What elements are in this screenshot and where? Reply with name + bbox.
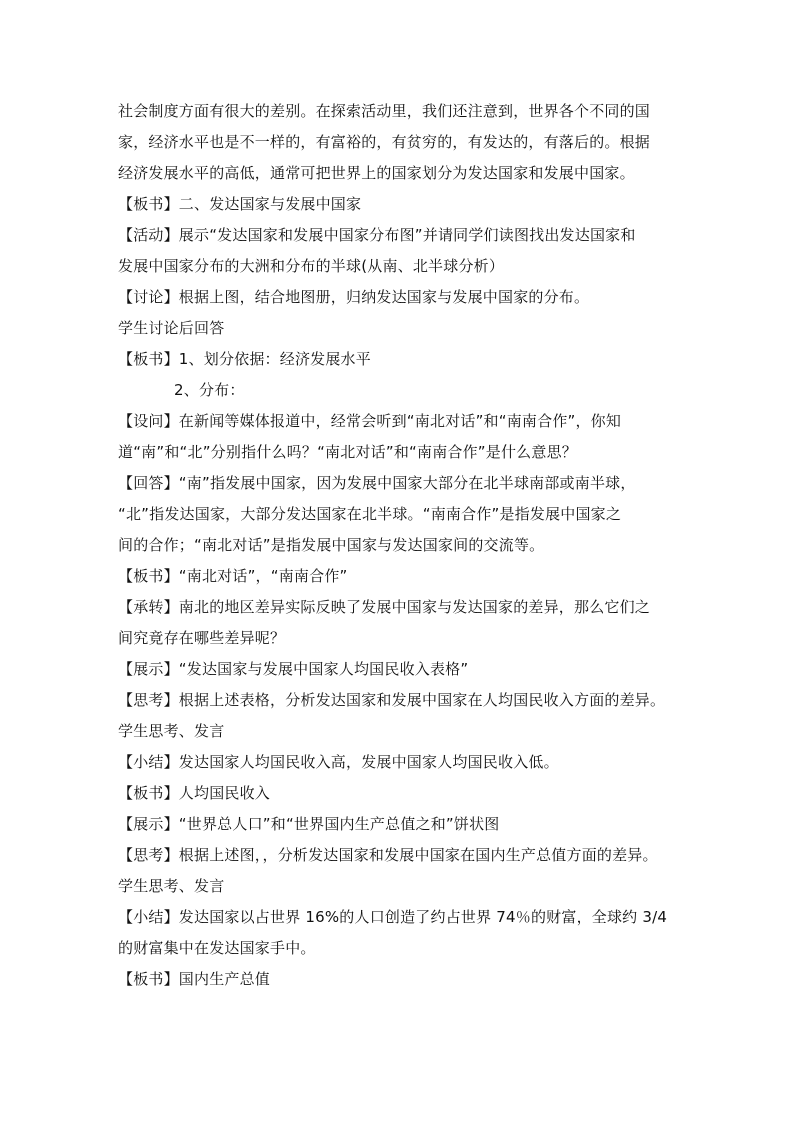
text-line: 【讨论】根据上图，结合地图册，归纳发达国家与发展中国家的分布。: [118, 288, 590, 306]
text-line: 的财富集中在发达国家手中。: [118, 939, 316, 957]
text-line: 【板书】二、发达国家与发展中国家: [118, 195, 362, 213]
text-line: 学生讨论后回答: [118, 319, 225, 337]
text-line: 经济发展水平的高低，通常可把世界上的国家划分为发达国家和发展中国家。: [118, 164, 635, 182]
text-line: 【承转】南北的地区差异实际反映了发展中国家与发达国家的差异，那么它们之: [118, 598, 651, 616]
text-line: 【展示】“世界总人口”和“世界国内生产总值之和”饼状图: [118, 815, 500, 833]
text-line: 2、分布：: [174, 381, 245, 399]
text-line: 【回答】“南”指发展中国家，因为发展中国家大部分在北半球南部或南半球，: [118, 474, 636, 492]
text-line: 【板书】人均国民收入: [118, 784, 271, 802]
text-line: 道“南”和“北”分别指什么吗？“南北对话”和“南南合作”是什么意思？: [118, 443, 577, 461]
text-line: 【板书】1、划分依据：经济发展水平: [118, 350, 371, 368]
text-line: 【设问】在新闻等媒体报道中，经常会听到“南北对话”和“南南合作”，你知: [118, 412, 622, 430]
text-line: 发展中国家分布的大洲和分布的半球(从南、北半球分析）: [118, 257, 505, 275]
text-line: 【展示】“发达国家与发展中国家人均国民收入表格”: [118, 660, 469, 678]
text-line: 间究竟存在哪些差异呢？: [118, 629, 286, 647]
text-line: 【板书】“南北对话”，“南南合作”: [118, 567, 348, 585]
text-line: 【小结】发达国家人均国民收入高，发展中国家人均国民收入低。: [118, 753, 559, 771]
text-line: 【活动】展示“发达国家和发展中国家分布图”并请同学们读图找出发达国家和: [118, 226, 636, 244]
text-line: 【思考】根据上述图，，分析发达国家和发展中国家在国内生产总值方面的差异。: [118, 846, 658, 864]
text-line: 学生思考、发言: [118, 877, 225, 895]
text-line: 学生思考、发言: [118, 722, 225, 740]
text-line: 社会制度方面有很大的差别。在探索活动里，我们还注意到，世界各个不同的国: [118, 102, 651, 120]
text-line: 【思考】根据上述表格，分析发达国家和发展中国家在人均国民收入方面的差异。: [118, 691, 666, 709]
text-line: 【板书】国内生产总值: [118, 970, 271, 988]
text-line: 家，经济水平也是不一样的，有富裕的，有贫穷的，有发达的，有落后的。根据: [118, 133, 651, 151]
document-body: [118, 96, 690, 995]
text-line: 间的合作；“南北对话”是指发展中国家与发达国家间的交流等。: [118, 536, 545, 554]
text-line: 【小结】发达国家以占世界 16%的人口创造了约占世界 74％的财富，全球约 3/4: [118, 908, 668, 926]
text-line: “北”指发达国家，大部分发达国家在北半球。“南南合作”是指发展中国家之: [118, 505, 622, 523]
